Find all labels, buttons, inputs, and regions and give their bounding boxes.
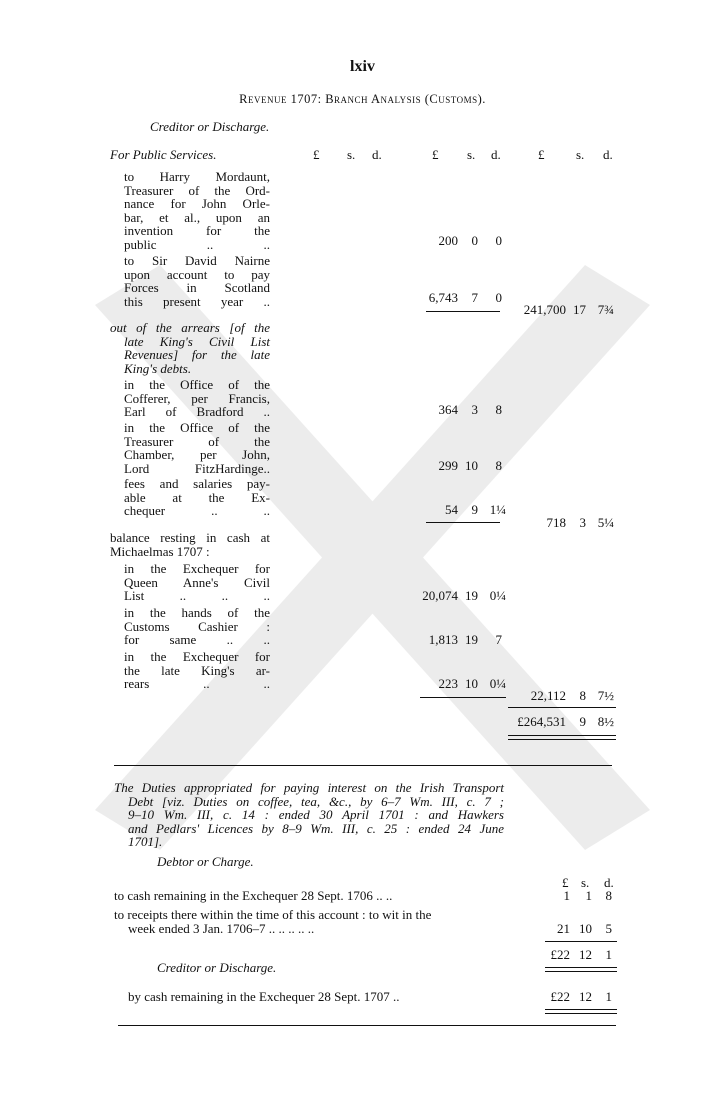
total-pence: 7¾ xyxy=(597,302,614,317)
item-harry-mordaunt: to Harry Mordaunt, Treasurer of the Ord- nance for John Orle- bar, et al., upon an invention for the public .. .. xyxy=(124,169,270,252)
debtor-heading: Debtor or Charge. xyxy=(157,854,254,869)
page-number: lxiv xyxy=(350,58,375,75)
section-divider xyxy=(114,765,612,766)
balance-title: balance resting in cash at Michaelmas 1707 : xyxy=(110,530,270,559)
col-header-pound-2: £ xyxy=(432,147,439,162)
item-david-nairne: to Sir David Nairne upon account to pay Forces in Scotland this present year .. xyxy=(124,253,270,309)
amount-shillings: 10 xyxy=(579,921,592,936)
amount-pounds: £22 xyxy=(550,989,570,1004)
item-cofferer: in the Office of the Cofferer, per Francis, Earl of Bradford .. xyxy=(124,377,270,420)
amount-shillings: 3 xyxy=(471,402,478,417)
total-shillings: 8 xyxy=(579,688,586,703)
amount-pounds: 364 xyxy=(438,402,458,417)
amount-pounds: 21 xyxy=(557,921,570,936)
amount-pence: 1 xyxy=(605,989,612,1004)
amount-shillings: 0 xyxy=(471,233,478,248)
total-shillings: 17 xyxy=(573,302,586,317)
amount-pounds: 223 xyxy=(438,676,458,691)
amount-pence: 8 xyxy=(495,402,502,417)
col-header-pence-1: d. xyxy=(372,147,382,162)
col-header-pound-1: £ xyxy=(313,147,320,162)
item-chamber: in the Office of the Treasurer of the Chamber, per John, Lord FitzHardinge.. xyxy=(124,420,270,476)
total-pounds: 22,112 xyxy=(530,688,566,703)
col-header-shilling-3: s. xyxy=(576,147,585,162)
amount-pounds: 1,813 xyxy=(428,632,458,647)
amount-shillings: 7 xyxy=(471,290,478,305)
debtor-total-shillings: 12 xyxy=(579,947,592,962)
item-queen-anne: in the Exchequer for Queen Anne's Civil List .. .. .. xyxy=(124,561,270,604)
amount-shillings: 12 xyxy=(579,989,592,1004)
public-services-title: For Public Services. xyxy=(110,147,217,162)
item-fees: fees and salaries pay- able at the Ex- chequer .. .. xyxy=(124,476,270,519)
total-pence: 5¼ xyxy=(597,515,614,530)
arrears-title: out of the arrears [of the late King's Civil List Revenues] for the late King's debts. xyxy=(110,320,270,376)
item-customs-cashier: in the hands of the Customs Cashier : for same .. .. xyxy=(124,605,270,648)
amount-shillings: 19 xyxy=(465,588,478,603)
creditor-item-cash-1707: by cash remaining in the Exchequer 28 Sept. 1707 .. xyxy=(128,989,400,1004)
amount-pence: 0 xyxy=(495,233,502,248)
col-header-shilling: s. xyxy=(581,875,590,890)
grand-total-pence: 8½ xyxy=(597,714,614,729)
total-pounds: 241,700 xyxy=(523,302,566,317)
grand-total-double-rule xyxy=(508,735,616,740)
amount-pounds: 1 xyxy=(563,888,570,903)
debtor-total-pounds: £22 xyxy=(550,947,570,962)
subtotal-rule xyxy=(420,697,506,698)
item-late-king-arrears: in the Exchequer for the late King's ar- rears .. .. xyxy=(124,649,270,692)
running-title: Revenue 1707: Branch Analysis (Customs). xyxy=(239,92,486,106)
debtor-item-cash-1706: to cash remaining in the Exchequer 28 Sept. 1706 .. .. xyxy=(114,888,393,903)
col-header-pence: d. xyxy=(604,875,614,890)
amount-shillings: 10 xyxy=(465,676,478,691)
section2-intro: The Duties appropriated for paying interest on the Irish Transport Debt [viz. Duties on coffee, tea, &c., by 6–7 Wm. III, c. 7 ; 9–10 Wm. III, c. 14 : ended 30 April 1701 : and Hawkers and Pedlars' Licences by 8–9 Wm. III, c. 25 : ended 24 June 1701]. xyxy=(114,780,504,850)
total-pounds: 718 xyxy=(546,515,566,530)
grand-total-pounds: £264,531 xyxy=(517,714,566,729)
col-header-pence-3: d. xyxy=(603,147,613,162)
amount-shillings: 9 xyxy=(471,502,478,517)
amount-pence: 7 xyxy=(495,632,502,647)
creditor-heading: Creditor or Discharge. xyxy=(150,119,270,134)
amount-pence: 0 xyxy=(495,290,502,305)
subtotal-rule xyxy=(426,522,500,523)
amount-pence: 8 xyxy=(605,888,612,903)
col-header-shilling-2: s. xyxy=(467,147,476,162)
amount-shillings: 19 xyxy=(465,632,478,647)
creditor-total-double-rule xyxy=(545,1009,617,1014)
total-pence: 7½ xyxy=(597,688,614,703)
debtor-total-double-rule xyxy=(545,967,617,972)
debtor-item-receipts: to receipts there within the time of this account : to wit in the xyxy=(114,907,432,922)
creditor-heading-2: Creditor or Discharge. xyxy=(157,960,277,975)
amount-shillings: 10 xyxy=(465,458,478,473)
amount-pounds: 20,074 xyxy=(422,588,458,603)
bottom-rule xyxy=(118,1025,616,1026)
amount-pounds: 200 xyxy=(438,233,458,248)
amount-pounds: 299 xyxy=(438,458,458,473)
amount-pence: 0¼ xyxy=(489,588,506,603)
debtor-item-receipts-cont: week ended 3 Jan. 1706–7 .. .. .. .. .. xyxy=(128,921,315,936)
total-shillings: 3 xyxy=(579,515,586,530)
amount-pence: 5 xyxy=(605,921,612,936)
total-rule xyxy=(508,707,616,708)
grand-total-shillings: 9 xyxy=(579,714,586,729)
amount-shillings: 1 xyxy=(585,888,592,903)
debtor-total-pence: 1 xyxy=(605,947,612,962)
col-header-pound: £ xyxy=(562,875,569,890)
subtotal-rule xyxy=(426,311,500,312)
amount-pence: 0¼ xyxy=(489,676,506,691)
subtotal-rule xyxy=(545,941,617,942)
amount-pounds: 54 xyxy=(445,502,458,517)
amount-pence: 1¼ xyxy=(489,502,506,517)
amount-pounds: 6,743 xyxy=(428,290,458,305)
col-header-shilling-1: s. xyxy=(347,147,356,162)
col-header-pound-3: £ xyxy=(538,147,545,162)
amount-pence: 8 xyxy=(495,458,502,473)
col-header-pence-2: d. xyxy=(491,147,501,162)
